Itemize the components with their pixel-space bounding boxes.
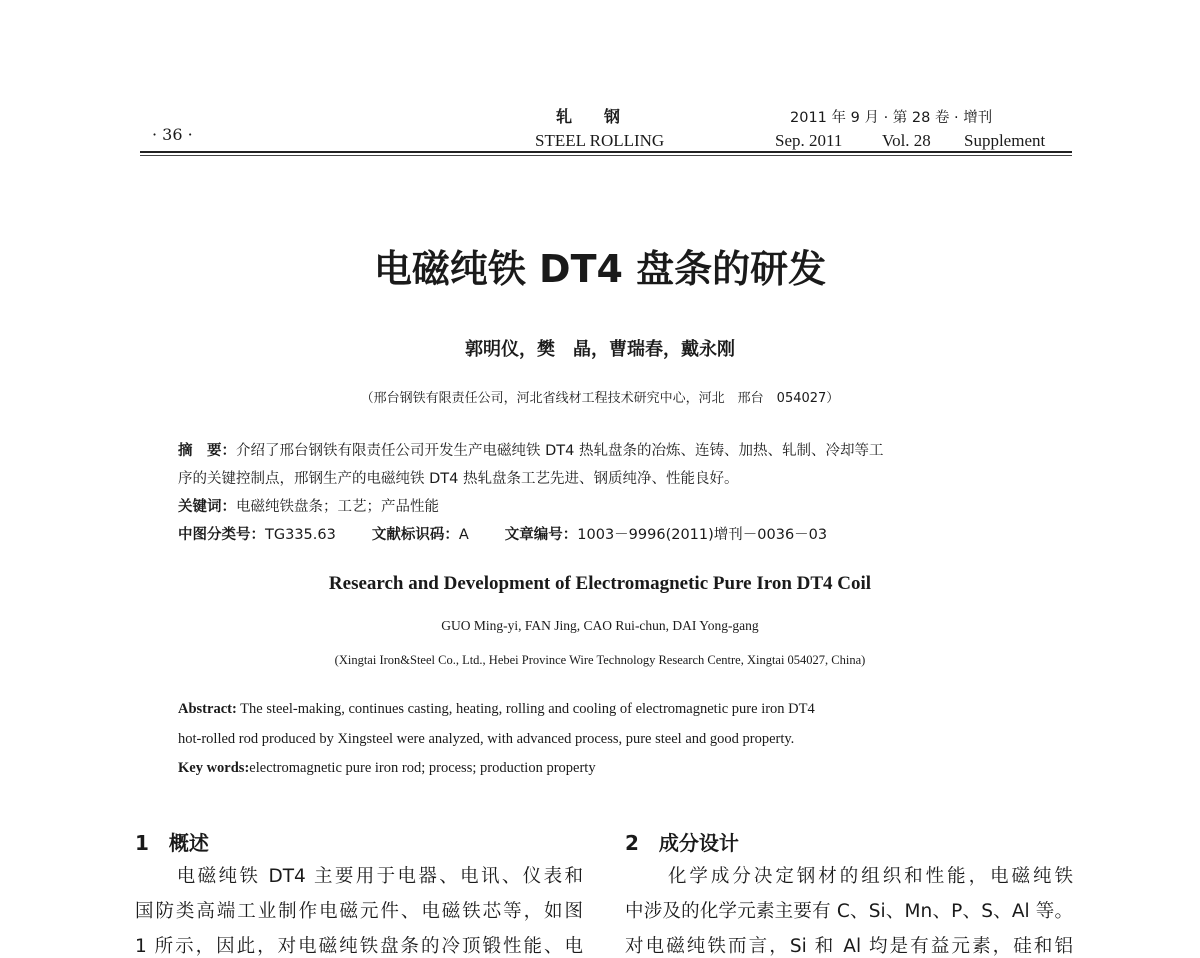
- keywords-en: Key words:electromagnetic pure iron rod; process; production property: [178, 760, 596, 776]
- abstract-cn-line2: 序的关键控制点，邢钢生产的电磁纯铁 DT4 热轧盘条工艺先进、钢质纯净、性能良好。: [178, 471, 739, 487]
- header-rule-thin: [140, 155, 1072, 156]
- classification-line: 中图分类号：TG335.63 文献标识码：A 文章编号：1003－9996(2011)增刊－0036－03: [178, 527, 828, 543]
- issue-date: Sep. 2011: [775, 131, 843, 150]
- issue-volume: Vol. 28: [882, 131, 931, 150]
- section-2-line: 对电磁纯铁而言，Si 和 Al 均是有益元素，硅和铝: [625, 936, 1073, 957]
- affiliation-cn: （邢台钢铁有限责任公司，河北省线材工程技术研究中心，河北 邢台 054027）: [360, 391, 840, 406]
- issue-supplement: Supplement: [964, 131, 1046, 150]
- page-number: · 36 ·: [152, 125, 193, 144]
- keywords-cn: 关键词：电磁纯铁盘条；工艺；产品性能: [178, 499, 439, 515]
- section-1-line: 电磁纯铁 DT4 主要用于电器、电讯、仪表和: [135, 866, 583, 887]
- header-rule: [140, 151, 1072, 153]
- journal-name-en: STEEL ROLLING: [535, 131, 665, 150]
- section-2-heading: 2 成分设计: [625, 831, 739, 855]
- authors-cn: 郭明仪，樊 晶，曹瑞春，戴永刚: [465, 339, 735, 360]
- section-1-line: 1 所示，因此，对电磁纯铁盘条的冷顶锻性能、电: [135, 936, 583, 957]
- abstract-cn-label: 摘 要：: [178, 443, 236, 459]
- abstract-en-line2: hot-rolled rod produced by Xingsteel were analyzed, with advanced process, pure steel and good property.: [178, 731, 795, 747]
- paper-title-en: Research and Development of Electromagnetic Pure Iron DT4 Coil: [328, 573, 872, 594]
- authors-en: GUO Ming-yi, FAN Jing, CAO Rui-chun, DAI Yong-gang: [441, 618, 759, 633]
- section-2-line: 化学成分决定钢材的组织和性能，电磁纯铁: [625, 866, 1073, 887]
- abstract-cn-line1: 摘 要：介绍了邢台钢铁有限责任公司开发生产电磁纯铁 DT4 热轧盘条的冶炼、连铸、加热、轧制、冷却等工: [178, 443, 884, 459]
- affiliation-en: (Xingtai Iron&Steel Co., Ltd., Hebei Province Wire Technology Research Centre, Xingtai 054027, China): [334, 653, 866, 667]
- section-1-line: 国防类高端工业制作电磁元件、电磁铁芯等，如图: [135, 901, 583, 922]
- section-2-line: 中涉及的化学元素主要有 C、Si、Mn、P、S、Al 等。: [625, 901, 1073, 922]
- issue-cn: 2011 年 9 月 · 第 28 卷 · 增刊: [790, 110, 993, 126]
- journal-name-cn: 轧 钢: [556, 107, 621, 126]
- abstract-en-line1: Abstract: The steel-making, continues casting, heating, rolling and cooling of electromagnetic pure iron DT4: [178, 701, 815, 717]
- section-1-heading: 1 概述: [135, 831, 209, 855]
- paper-title-cn: 电磁纯铁 DT4 盘条的研发: [373, 247, 827, 291]
